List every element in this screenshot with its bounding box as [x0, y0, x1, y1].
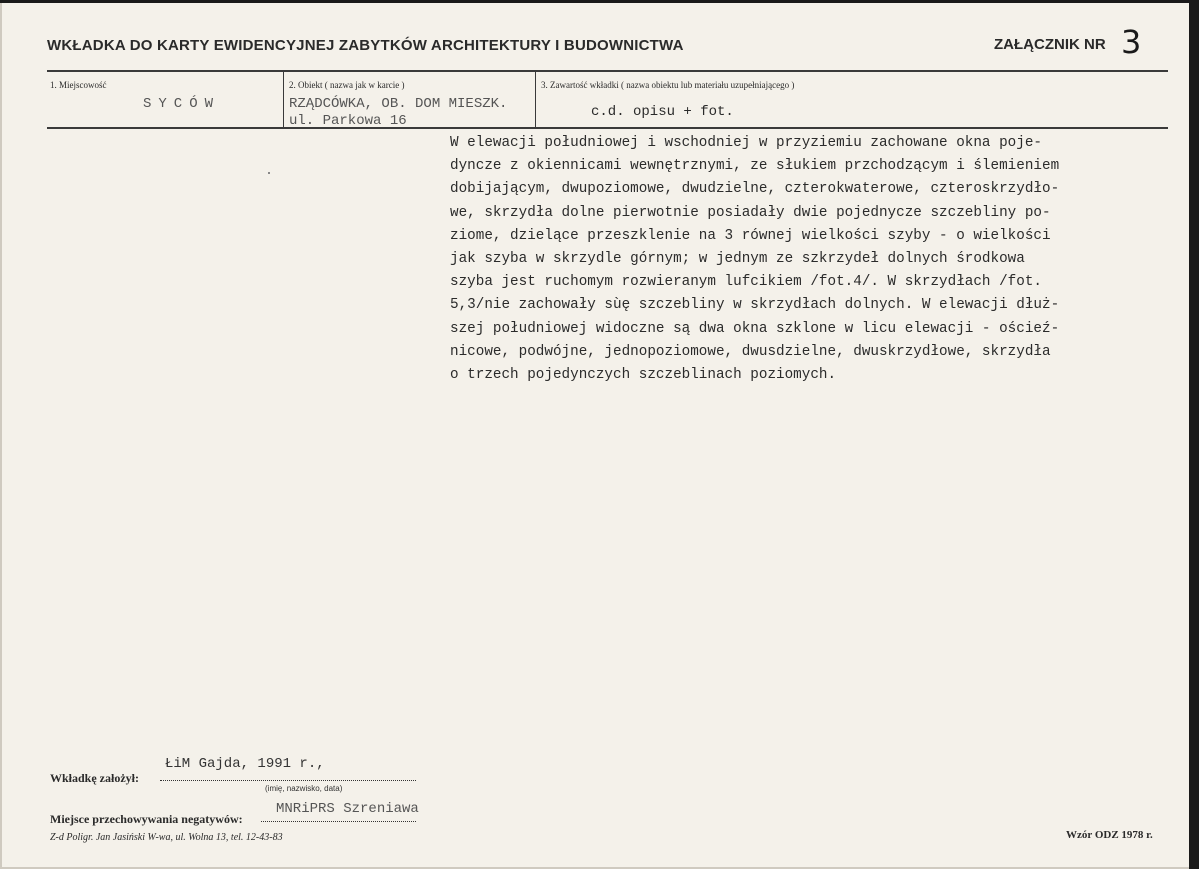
annex-label: ZAŁĄCZNIK NR	[994, 36, 1106, 53]
description-line: W elewacji południowej i wschodniej w przyziemiu zachowane okna poje-	[450, 135, 1042, 151]
storage-label: Miejsce przechowywania negatywów:	[50, 812, 243, 826]
description-line: we, skrzydła dolne pierwotnie posiadały dwie pojednycze szczebliny po-	[450, 204, 1051, 221]
object-label: 2. Obiekt ( nazwa jak w karcie )	[289, 80, 405, 90]
place-label: 1. Miejscowość	[50, 80, 107, 90]
description-line: 5,3/nie zachowały sùę szczebliny w skrzydłach dolnych. W elewacji dłuż-	[450, 297, 1060, 314]
author-hint: (imię, nazwisko, data)	[265, 784, 343, 793]
description-text	[450, 132, 1170, 387]
content-value: c.d. opisu + fot.	[591, 104, 734, 120]
object-value-line1: RZĄDCÓWKA, OB. DOM MIESZK.	[289, 96, 508, 112]
description-line: szej południowej widoczne są dwa okna szklone w licu elewacji - ościeź-	[450, 320, 1060, 337]
author-label: Wkładkę założył:	[50, 771, 139, 785]
header-divider-bottom	[47, 127, 1168, 129]
storage-dotted-line	[261, 821, 416, 822]
description-line: ziome, dzielące przeszklenie na 3 równej wielkości szyby - o wielkości	[450, 227, 1051, 244]
description-line: dobijającym, dwupoziomowe, dwudzielne, czterokwaterowe, czteroskrzydło-	[450, 181, 1060, 198]
column-divider-1	[283, 72, 284, 127]
place-value: SYCÓW	[143, 96, 221, 112]
storage-value: MNRiPRS Szreniawa	[276, 801, 419, 817]
scan-edge-right	[1189, 0, 1199, 869]
description-line: nicowe, podwójne, jednopoziomowe, dwusdzielne, dwuskrzydłowe, skrzydła	[450, 343, 1051, 360]
description-line: szyba jest ruchomym rozwieranym lufcikiem /fot.4/. W skrzydłach /fot.	[450, 274, 1042, 291]
object-value-line2: ul. Parkowa 16	[289, 113, 407, 129]
paper-speck	[268, 172, 270, 174]
column-divider-2	[535, 72, 536, 127]
card-title: WKŁADKA DO KARTY EWIDENCYJNEJ ZABYTKÓW ARCHITEKTURY I BUDOWNICTWA	[47, 37, 684, 54]
annex-number: 3	[1121, 23, 1142, 61]
content-label: 3. Zawartość wkładki ( nazwa obiektu lub materiału uzupełniającego )	[541, 80, 795, 90]
description-line: o trzech pojedynczych szczeblinach poziomych.	[450, 367, 837, 384]
form-model: Wzór ODZ 1978 r.	[1066, 829, 1153, 841]
description-line: dyncze z okiennicami wewnętrznymi, ze słukiem przchodzącym i ślemieniem	[450, 158, 1060, 175]
scan-edge-top	[0, 0, 1199, 3]
author-value: ŁiM Gajda, 1991 r.,	[165, 756, 325, 772]
header-divider-top	[47, 70, 1168, 72]
description-line: jak szyba w skrzydle górnym; w jednym ze szkrzydeł dolnych środkowa	[450, 251, 1025, 268]
author-dotted-line	[160, 780, 416, 781]
printer-imprint: Z-d Poligr. Jan Jasiński W-wa, ul. Wolna 13, tel. 12-43-83	[50, 832, 283, 843]
